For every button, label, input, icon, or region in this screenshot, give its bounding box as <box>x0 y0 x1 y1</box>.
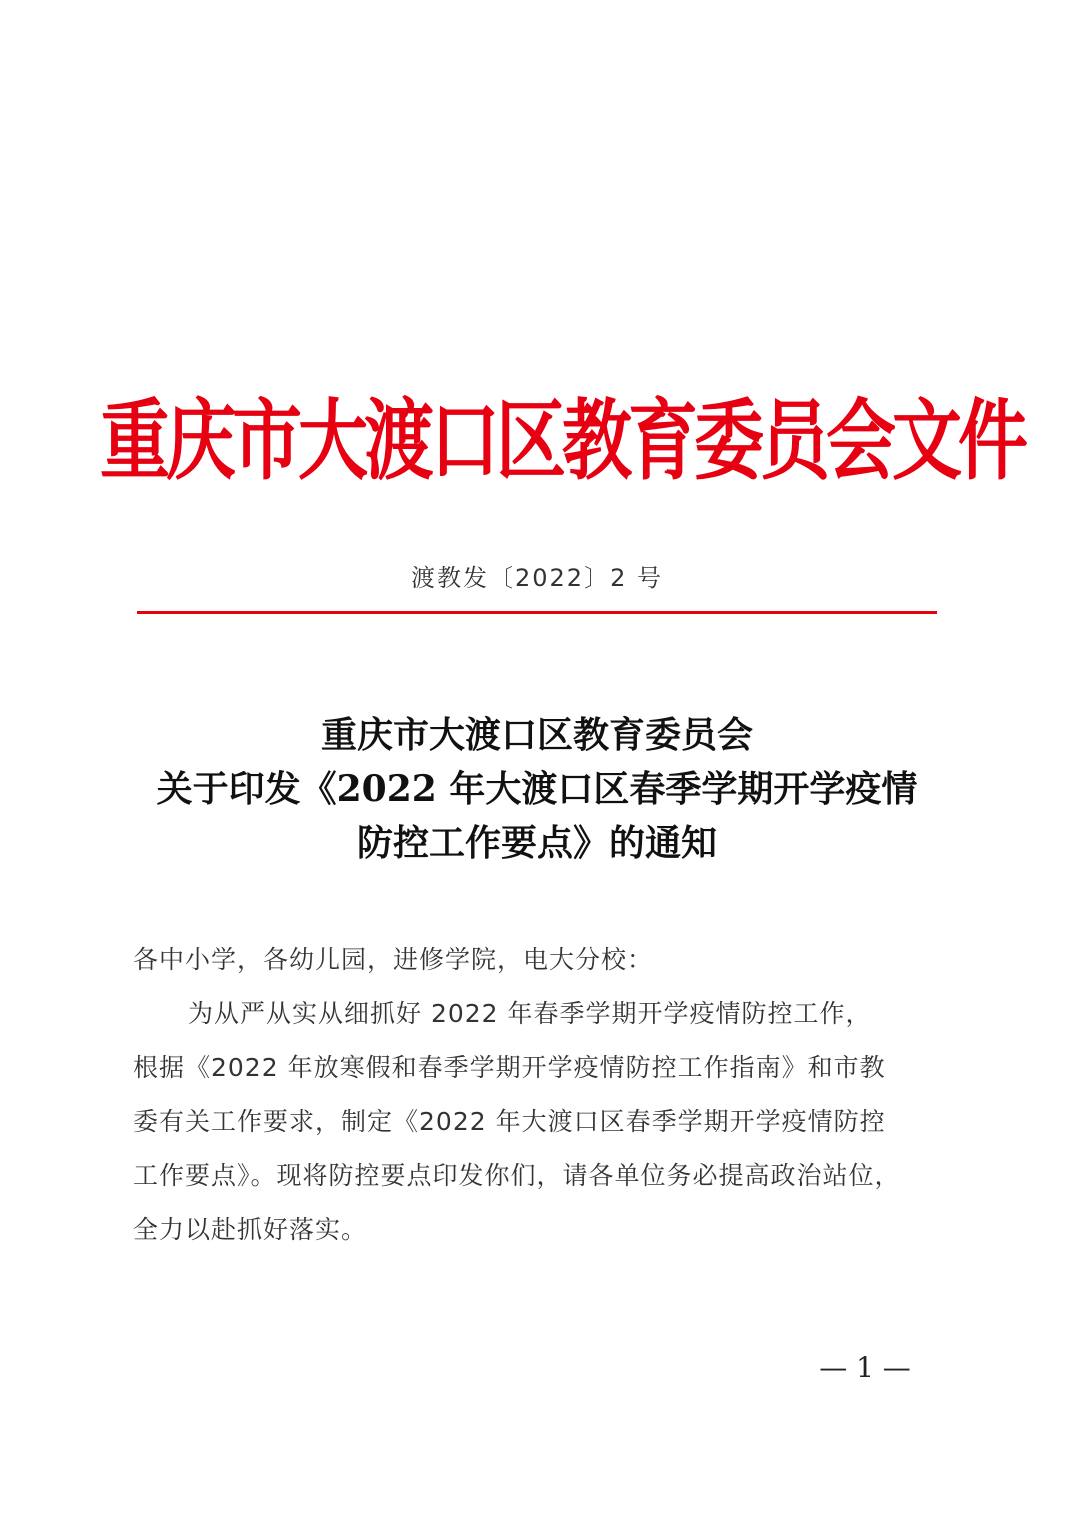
salutation: 各中小学，各幼儿园，进修学院，电大分校： <box>133 945 654 974</box>
paragraph-line-3: 委有关工作要求，制定《2022 年大渡口区春季学期开学疫情防控 <box>133 1107 886 1136</box>
document-title <box>100 708 974 870</box>
page-number: — 1 — <box>819 1351 911 1384</box>
red-divider-line <box>137 611 937 614</box>
document-body <box>133 933 933 1257</box>
paragraph-line-2: 根据《2022 年放寒假和春季学期开学疫情防控工作指南》和市教 <box>133 1053 886 1082</box>
paragraph-line-1: 为从严从实从细抓好 2022 年春季学期开学疫情防控工作， <box>188 999 872 1028</box>
title-line-1: 重庆市大渡口区教育委员会 <box>320 714 753 756</box>
paragraph-line-5: 全力以赴抓好落实。 <box>133 1215 368 1244</box>
title-line-2: 关于印发《2022 年大渡口区春季学期开学疫情 <box>156 768 918 810</box>
title-line-3: 防控工作要点》的通知 <box>356 822 717 864</box>
document-number: 渡教发〔2022〕2 号 <box>411 564 663 592</box>
paragraph-line-4: 工作要点》。现将防控要点印发你们，请各单位务必提高政治站位， <box>133 1161 901 1190</box>
issuer-banner: 重庆市大渡口区教育委员会文件 <box>100 388 1024 492</box>
